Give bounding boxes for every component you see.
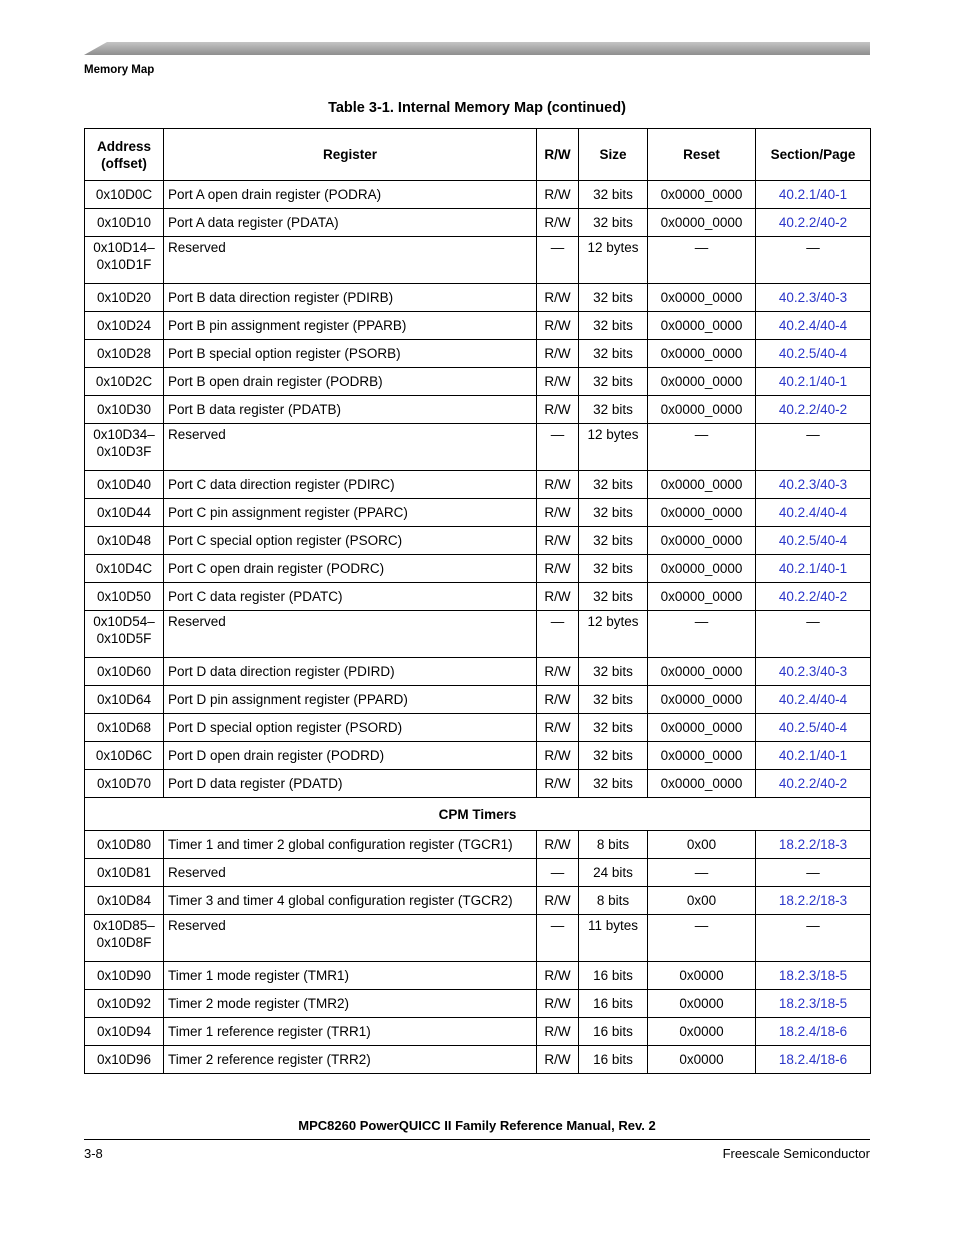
size-cell: 32 bits — [579, 527, 648, 555]
register-cell: Port A open drain register (PODRA) — [164, 181, 537, 209]
register-cell: Port C pin assignment register (PPARC) — [164, 499, 537, 527]
group-label: CPM Timers — [85, 798, 871, 831]
address-cell: 0x10D70 — [85, 770, 164, 798]
size-cell: 32 bits — [579, 340, 648, 368]
address-cell: 0x10D90 — [85, 962, 164, 990]
size-cell: 32 bits — [579, 714, 648, 742]
table-row — [85, 237, 871, 284]
address-cell: 0x10D92 — [85, 990, 164, 1018]
section-link[interactable]: 18.2.3/18-5 — [756, 990, 871, 1018]
size-cell: 16 bits — [579, 962, 648, 990]
reset-cell: 0x0000_0000 — [648, 471, 756, 499]
section-link[interactable]: 40.2.3/40-3 — [756, 658, 871, 686]
register-cell: Port A data register (PDATA) — [164, 209, 537, 237]
address-cell: 0x10D28 — [85, 340, 164, 368]
size-cell: 32 bits — [579, 686, 648, 714]
register-cell: Port C open drain register (PODRC) — [164, 555, 537, 583]
table-body — [85, 181, 871, 1074]
reset-cell: 0x0000 — [648, 1046, 756, 1074]
address-cell: 0x10D20 — [85, 284, 164, 312]
reset-cell: 0x0000_0000 — [648, 583, 756, 611]
register-cell: Port B data direction register (PDIRB) — [164, 284, 537, 312]
section-link: — — [756, 611, 871, 658]
table-row — [85, 340, 871, 368]
section-label: Memory Map — [84, 64, 155, 76]
size-cell: 32 bits — [579, 770, 648, 798]
register-cell: Reserved — [164, 859, 537, 887]
column-header-register: Register — [164, 129, 537, 181]
table-row — [85, 915, 871, 962]
address-cell: 0x10D68 — [85, 714, 164, 742]
size-cell: 32 bits — [579, 742, 648, 770]
reset-cell: — — [648, 237, 756, 284]
table-row — [85, 209, 871, 237]
reset-cell: 0x00 — [648, 831, 756, 859]
column-header-rw: R/W — [537, 129, 579, 181]
address-cell: 0x10D85– 0x10D8F — [85, 915, 164, 962]
section-link[interactable]: 40.2.1/40-1 — [756, 742, 871, 770]
table-row — [85, 962, 871, 990]
address-cell: 0x10D40 — [85, 471, 164, 499]
size-cell: 32 bits — [579, 471, 648, 499]
address-cell: 0x10D6C — [85, 742, 164, 770]
reset-cell: 0x0000_0000 — [648, 396, 756, 424]
reset-cell: 0x0000_0000 — [648, 499, 756, 527]
table-row — [85, 831, 871, 859]
reset-cell: 0x0000_0000 — [648, 742, 756, 770]
section-link[interactable]: 40.2.4/40-4 — [756, 499, 871, 527]
register-cell: Port B open drain register (PODRB) — [164, 368, 537, 396]
rw-cell: — — [537, 859, 579, 887]
reset-cell: 0x0000_0000 — [648, 181, 756, 209]
address-cell: 0x10D44 — [85, 499, 164, 527]
table-row — [85, 499, 871, 527]
section-link[interactable]: 40.2.5/40-4 — [756, 340, 871, 368]
rw-cell: R/W — [537, 471, 579, 499]
reset-cell: 0x0000_0000 — [648, 770, 756, 798]
table-row — [85, 1018, 871, 1046]
register-cell: Timer 2 reference register (TRR2) — [164, 1046, 537, 1074]
table-row — [85, 686, 871, 714]
table-row — [85, 424, 871, 471]
rw-cell: R/W — [537, 312, 579, 340]
table-row — [85, 611, 871, 658]
reset-cell: 0x00 — [648, 887, 756, 915]
rw-cell: R/W — [537, 831, 579, 859]
section-link: — — [756, 237, 871, 284]
rw-cell: R/W — [537, 1046, 579, 1074]
size-cell: 32 bits — [579, 499, 648, 527]
rw-cell: R/W — [537, 770, 579, 798]
rw-cell: R/W — [537, 284, 579, 312]
table-header-row — [85, 129, 871, 181]
size-cell: 32 bits — [579, 396, 648, 424]
reset-cell: 0x0000_0000 — [648, 686, 756, 714]
reset-cell: 0x0000_0000 — [648, 527, 756, 555]
rw-cell: R/W — [537, 962, 579, 990]
rw-cell: R/W — [537, 686, 579, 714]
register-cell: Port B pin assignment register (PPARB) — [164, 312, 537, 340]
page-number: 3-8 — [84, 1146, 103, 1161]
rw-cell: R/W — [537, 714, 579, 742]
section-link[interactable]: 18.2.4/18-6 — [756, 1018, 871, 1046]
table-row — [85, 181, 871, 209]
register-cell: Port B special option register (PSORB) — [164, 340, 537, 368]
section-link[interactable]: 40.2.4/40-4 — [756, 686, 871, 714]
reset-cell: 0x0000_0000 — [648, 368, 756, 396]
section-link[interactable]: 40.2.2/40-2 — [756, 209, 871, 237]
section-link[interactable]: 40.2.1/40-1 — [756, 555, 871, 583]
register-cell: Port D data register (PDATD) — [164, 770, 537, 798]
rw-cell: — — [537, 424, 579, 471]
table-row — [85, 555, 871, 583]
address-cell: 0x10D94 — [85, 1018, 164, 1046]
reset-cell: 0x0000_0000 — [648, 340, 756, 368]
section-link[interactable]: 40.2.2/40-2 — [756, 396, 871, 424]
section-link: — — [756, 424, 871, 471]
register-cell: Reserved — [164, 424, 537, 471]
reset-cell: 0x0000_0000 — [648, 312, 756, 340]
size-cell: 24 bits — [579, 859, 648, 887]
size-cell: 16 bits — [579, 1046, 648, 1074]
section-link: — — [756, 915, 871, 962]
address-cell: 0x10D48 — [85, 527, 164, 555]
rw-cell: R/W — [537, 583, 579, 611]
register-cell: Timer 1 mode register (TMR1) — [164, 962, 537, 990]
rw-cell: R/W — [537, 368, 579, 396]
register-cell: Timer 2 mode register (TMR2) — [164, 990, 537, 1018]
reset-cell: 0x0000_0000 — [648, 555, 756, 583]
address-cell: 0x10D96 — [85, 1046, 164, 1074]
reset-cell: — — [648, 859, 756, 887]
rw-cell: R/W — [537, 181, 579, 209]
rw-cell: — — [537, 237, 579, 284]
column-header-size: Size — [579, 129, 648, 181]
register-cell: Port C special option register (PSORC) — [164, 527, 537, 555]
size-cell: 32 bits — [579, 284, 648, 312]
section-link[interactable]: 18.2.2/18-3 — [756, 887, 871, 915]
register-cell: Port C data direction register (PDIRC) — [164, 471, 537, 499]
column-header-reset: Reset — [648, 129, 756, 181]
reset-cell: 0x0000 — [648, 1018, 756, 1046]
size-cell: 32 bits — [579, 658, 648, 686]
register-cell: Port D data direction register (PDIRD) — [164, 658, 537, 686]
rw-cell: R/W — [537, 527, 579, 555]
rw-cell: R/W — [537, 209, 579, 237]
size-cell: 8 bits — [579, 887, 648, 915]
table-group-row — [85, 798, 871, 831]
table-row — [85, 396, 871, 424]
section-link[interactable]: 40.2.1/40-1 — [756, 181, 871, 209]
size-cell: 32 bits — [579, 312, 648, 340]
address-cell: 0x10D60 — [85, 658, 164, 686]
section-link[interactable]: 40.2.5/40-4 — [756, 714, 871, 742]
address-cell: 0x10D4C — [85, 555, 164, 583]
rw-cell: R/W — [537, 499, 579, 527]
section-link[interactable]: 40.2.2/40-2 — [756, 583, 871, 611]
table-row — [85, 527, 871, 555]
table-row — [85, 990, 871, 1018]
register-cell: Port D open drain register (PODRD) — [164, 742, 537, 770]
table-row — [85, 658, 871, 686]
rw-cell: R/W — [537, 990, 579, 1018]
rw-cell: R/W — [537, 1018, 579, 1046]
register-cell: Port B data register (PDATB) — [164, 396, 537, 424]
reset-cell: 0x0000_0000 — [648, 658, 756, 686]
section-link[interactable]: 18.2.3/18-5 — [756, 962, 871, 990]
size-cell: 32 bits — [579, 555, 648, 583]
register-cell: Timer 1 reference register (TRR1) — [164, 1018, 537, 1046]
section-link: — — [756, 859, 871, 887]
address-cell: 0x10D0C — [85, 181, 164, 209]
table-row — [85, 368, 871, 396]
address-cell: 0x10D84 — [85, 887, 164, 915]
address-cell: 0x10D34– 0x10D3F — [85, 424, 164, 471]
register-cell: Reserved — [164, 915, 537, 962]
rw-cell: R/W — [537, 658, 579, 686]
address-cell: 0x10D2C — [85, 368, 164, 396]
column-header-address: Address (offset) — [85, 129, 164, 181]
table-row — [85, 742, 871, 770]
address-cell: 0x10D14– 0x10D1F — [85, 237, 164, 284]
section-link[interactable]: 18.2.4/18-6 — [756, 1046, 871, 1074]
table-row — [85, 583, 871, 611]
size-cell: 12 bytes — [579, 611, 648, 658]
size-cell: 16 bits — [579, 990, 648, 1018]
address-cell: 0x10D10 — [85, 209, 164, 237]
size-cell: 32 bits — [579, 583, 648, 611]
size-cell: 12 bytes — [579, 424, 648, 471]
rw-cell: R/W — [537, 340, 579, 368]
section-link[interactable]: 40.2.4/40-4 — [756, 312, 871, 340]
register-cell: Timer 3 and timer 4 global configuration register (TGCR2) — [164, 887, 537, 915]
table-row — [85, 284, 871, 312]
section-link[interactable]: 40.2.5/40-4 — [756, 527, 871, 555]
register-cell: Port C data register (PDATC) — [164, 583, 537, 611]
size-cell: 32 bits — [579, 209, 648, 237]
size-cell: 32 bits — [579, 181, 648, 209]
footer-title: MPC8260 PowerQUICC II Family Reference Manual, Rev. 2 — [298, 1118, 656, 1133]
company-name: Freescale Semiconductor — [722, 1146, 870, 1161]
address-cell: 0x10D24 — [85, 312, 164, 340]
rw-cell: — — [537, 611, 579, 658]
address-cell: 0x10D30 — [85, 396, 164, 424]
section-link[interactable]: 40.2.2/40-2 — [756, 770, 871, 798]
reset-cell: — — [648, 915, 756, 962]
address-cell: 0x10D81 — [85, 859, 164, 887]
address-cell: 0x10D64 — [85, 686, 164, 714]
section-link[interactable]: 18.2.2/18-3 — [756, 831, 871, 859]
size-cell: 11 bytes — [579, 915, 648, 962]
size-cell: 8 bits — [579, 831, 648, 859]
rw-cell: R/W — [537, 396, 579, 424]
table-row — [85, 859, 871, 887]
size-cell: 16 bits — [579, 1018, 648, 1046]
rw-cell: R/W — [537, 742, 579, 770]
address-cell: 0x10D50 — [85, 583, 164, 611]
table-row — [85, 312, 871, 340]
address-cell: 0x10D80 — [85, 831, 164, 859]
register-cell: Reserved — [164, 237, 537, 284]
header-bar — [84, 42, 870, 55]
rw-cell: R/W — [537, 887, 579, 915]
reset-cell: 0x0000_0000 — [648, 714, 756, 742]
reset-cell: 0x0000_0000 — [648, 209, 756, 237]
table-row — [85, 471, 871, 499]
register-cell: Port D special option register (PSORD) — [164, 714, 537, 742]
register-cell: Timer 1 and timer 2 global configuration register (TGCR1) — [164, 831, 537, 859]
reset-cell: 0x0000_0000 — [648, 284, 756, 312]
rw-cell: — — [537, 915, 579, 962]
table-row — [85, 1046, 871, 1074]
memory-map-table — [84, 128, 871, 1074]
address-cell: 0x10D54– 0x10D5F — [85, 611, 164, 658]
reset-cell: 0x0000 — [648, 962, 756, 990]
table-row — [85, 714, 871, 742]
section-link[interactable]: 40.2.3/40-3 — [756, 471, 871, 499]
table-title: Table 3-1. Internal Memory Map (continued) — [328, 100, 626, 116]
column-header-section: Section/Page — [756, 129, 871, 181]
section-link[interactable]: 40.2.3/40-3 — [756, 284, 871, 312]
section-link[interactable]: 40.2.1/40-1 — [756, 368, 871, 396]
table-row — [85, 887, 871, 915]
reset-cell: 0x0000 — [648, 990, 756, 1018]
rw-cell: R/W — [537, 555, 579, 583]
reset-cell: — — [648, 424, 756, 471]
register-cell: Port D pin assignment register (PPARD) — [164, 686, 537, 714]
register-cell: Reserved — [164, 611, 537, 658]
footer-divider — [84, 1139, 870, 1140]
size-cell: 12 bytes — [579, 237, 648, 284]
size-cell: 32 bits — [579, 368, 648, 396]
reset-cell: — — [648, 611, 756, 658]
table-row — [85, 770, 871, 798]
